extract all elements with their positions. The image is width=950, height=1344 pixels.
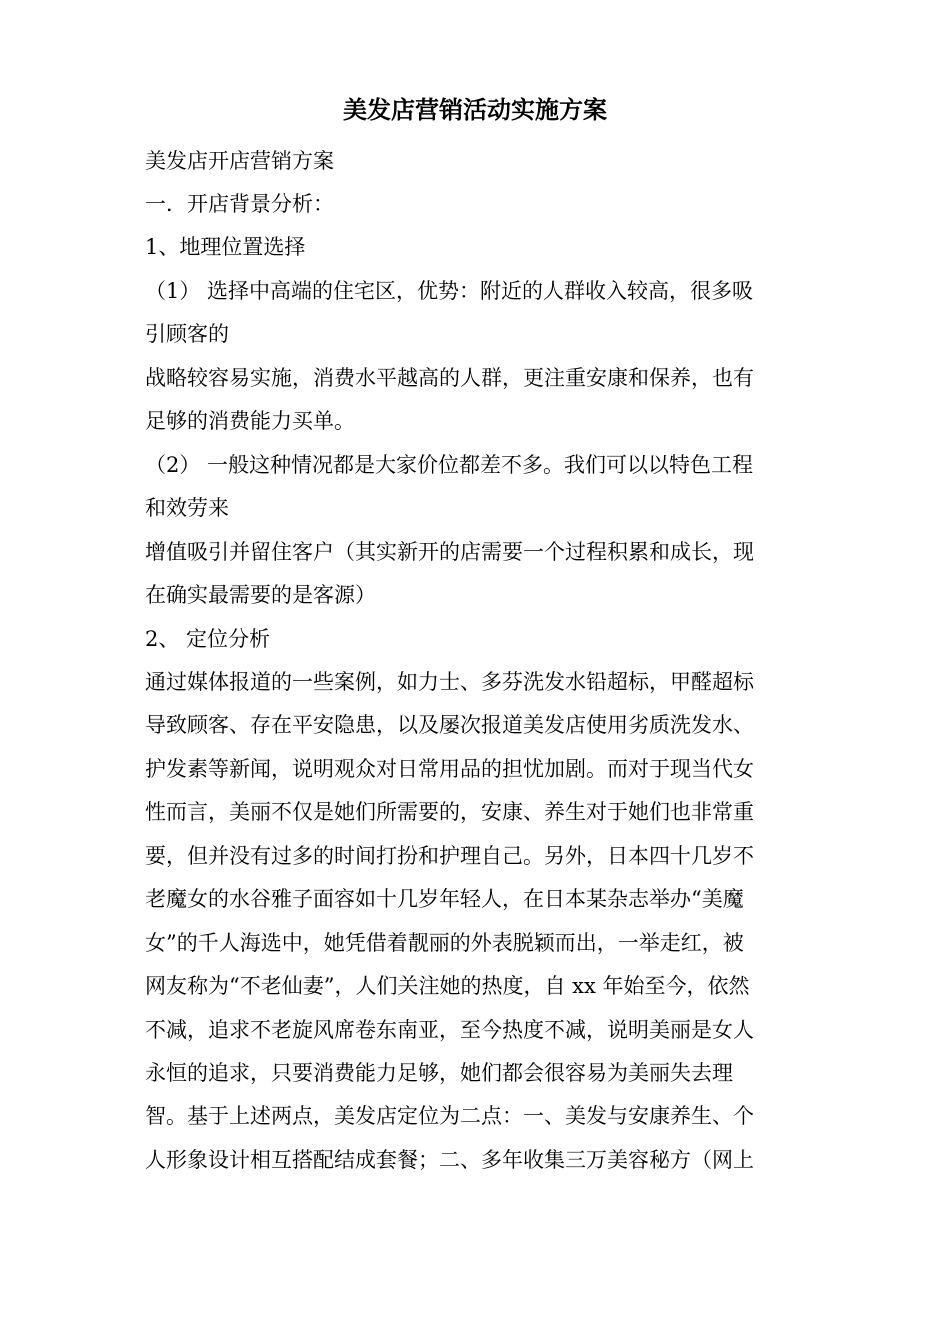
text-line: 通过媒体报道的一些案例，如力士、多芬洗发水铅超标，甲醛超标 — [145, 670, 754, 694]
text-line: 和效劳来 — [145, 496, 229, 520]
text-line: 在确实最需要的是客源） — [145, 583, 376, 607]
text-line: 美发店开店营销方案 — [145, 149, 334, 173]
text-line: 永恒的追求，只要消费能力足够，她们都会很容易为美丽失去理 — [145, 1061, 733, 1085]
text-line: （1） 选择中高端的住宅区，优势：附近的人群收入较高，很多吸 — [145, 279, 754, 303]
text-line: 2、 定位分析 — [145, 627, 271, 651]
text-line: 智。基于上述两点，美发店定位为二点：一、美发与安康养生、个 — [145, 1104, 754, 1128]
text-line: 一．开店背景分析： — [145, 192, 334, 216]
text-line: （2） 一般这种情况都是大家价位都差不多。我们可以以特色工程 — [145, 453, 754, 477]
text-line: 1、地理位置选择 — [145, 235, 306, 259]
text-line: 网友称为“不老仙妻”，人们关注她的热度，自 xx 年始至今，依然 — [145, 974, 750, 998]
text-line: 要，但并没有过多的时间打扮和护理自己。另外，日本四十几岁不 — [145, 844, 754, 868]
text-line: 老魔女的水谷雅子面容如十几岁年轻人，在日本某杂志举办“美魔 — [145, 887, 744, 911]
text-line: 引顾客的 — [145, 322, 229, 346]
document-title: 美发店营销活动实施方案 — [343, 95, 607, 124]
text-line: 增值吸引并留住客户（其实新开的店需要一个过程积累和成长，现 — [145, 540, 754, 564]
text-line: 足够的消费能力买单。 — [145, 409, 355, 433]
text-line: 护发素等新闻，说明观众对日常用品的担忧加剧。而对于现当代女 — [145, 757, 754, 781]
text-line: 女”的千人海选中，她凭借着靓丽的外表脱颖而出，一举走红，被 — [145, 931, 744, 955]
text-line: 性而言，美丽不仅是她们所需要的，安康、养生对于她们也非常重 — [145, 800, 754, 824]
text-line: 不减，追求不老旋风席卷东南亚，至今热度不减，说明美丽是女人 — [145, 1018, 754, 1042]
text-line: 人形象设计相互搭配结成套餐；二、多年收集三万美容秘方（网上 — [145, 1148, 754, 1172]
text-line: 战略较容易实施，消费水平越高的人群，更注重安康和保养，也有 — [145, 366, 754, 390]
text-line: 导致顾客、存在平安隐患，以及屡次报道美发店使用劣质洗发水、 — [145, 713, 754, 737]
